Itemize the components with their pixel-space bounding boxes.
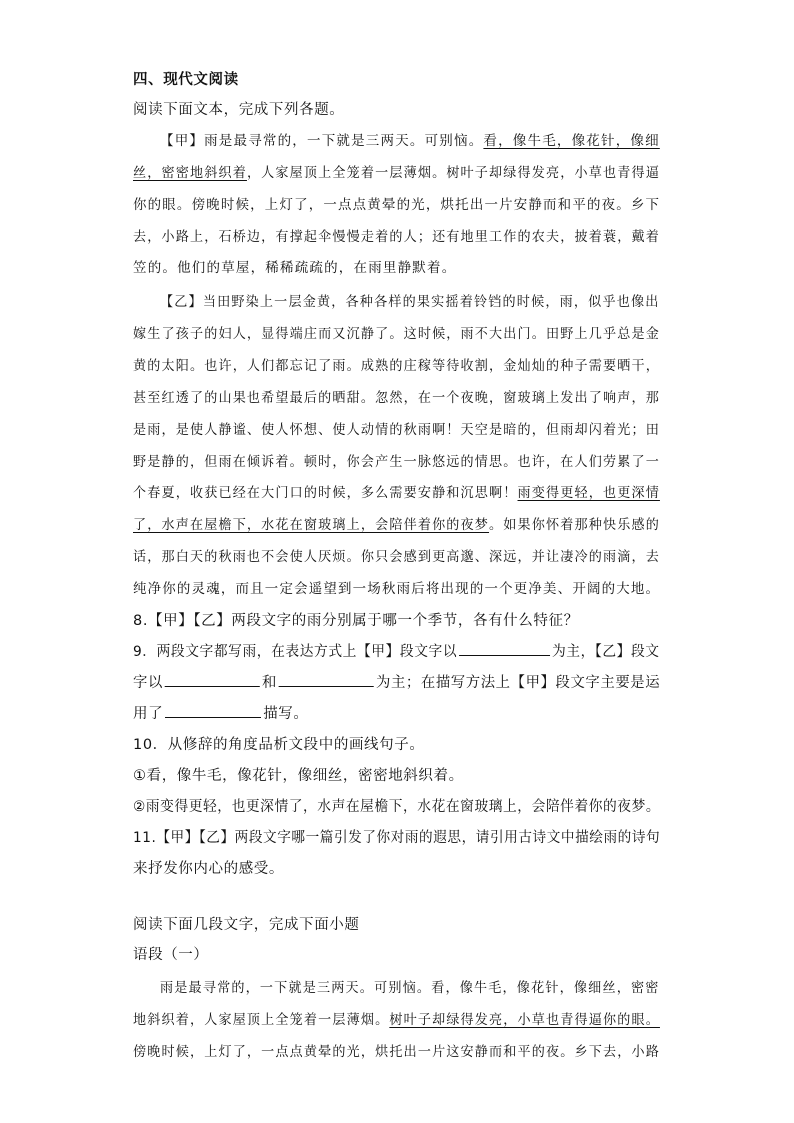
section-title: 四、现代文阅读 — [133, 72, 239, 88]
passage-b-line-10: 纯净你的灵魂，而且一定会遥望到一场秋雨后将出现的一个更净美、开阔的大地。 — [133, 581, 661, 597]
section2-line-3: 傍晚时候，上灯了，一点点黄晕的光，烘托出一片这安静而和平的夜。乡下去，小路 — [133, 1044, 660, 1060]
underlined-sentence-1-cont: 丝，密密地斜织着 — [133, 165, 247, 181]
answer-blank[interactable] — [165, 703, 261, 718]
passage-b-line-4: 甚至红透了的山果也希望最后的晒甜。忽然，在一个夜晚，窗玻璃上发出了响声，那 — [133, 390, 660, 406]
passage-b-line-7: 个春夏，收获已经在大门口的时候，多么需要安静和沉思啊！雨变得更轻，也更深情 — [133, 485, 660, 501]
section2-line-1: 雨是最寻常的，一下就是三两天。可别恼。看，像牛毛，像花针，像细丝，密密 — [160, 980, 660, 996]
underlined-sentence-2: 雨变得更轻，也更深情 — [517, 485, 660, 501]
question-9-line-2: 字以 和 为主；在描写方法上【甲】段文字主要是运 — [133, 671, 660, 692]
passage-b-line-1: 【乙】当田野染上一层金黄，各种各样的果实摇着铃铛的时候，雨，似乎也像出 — [160, 294, 660, 310]
section-instruction: 阅读下面文本，完成下列各题。 — [133, 102, 345, 118]
question-10-item-2: ②雨变得更轻，也更深情了，水声在屋檐下，水花在窗玻璃上，会陪伴着你的夜梦。 — [133, 799, 661, 815]
passage-a-line-3: 你的眼。傍晚时候，上灯了，一点点黄晕的光，烘托出一片安静而和平的夜。乡下 — [133, 197, 661, 213]
passage-a-line-2: 丝，密密地斜织着，人家屋顶上全笼着一层薄烟。树叶子却绿得发亮，小草也青得逼 — [133, 165, 660, 181]
section2-label: 语段（一） — [133, 947, 209, 963]
answer-blank[interactable] — [165, 672, 260, 687]
passage-a-line-5: 笠的。他们的草屋，稀稀疏疏的，在雨里静默着。 — [133, 260, 457, 276]
question-10-item-1: ①看，像牛毛，像花针，像细丝，密密地斜织着。 — [133, 768, 464, 784]
answer-blank[interactable] — [279, 672, 374, 687]
passage-b-line-2: 嫁生了孩子的妇人，显得端庄而又沉静了。这时候，雨不大出门。田野上几乎总是金 — [133, 326, 660, 342]
underlined-sentence-1: 看，像牛毛，像花针，像细 — [483, 133, 660, 149]
underlined-sentence-3: 树叶子却绿得发亮，小草也青得逼你的眼。 — [389, 1012, 660, 1028]
question-10: 10．从修辞的角度品析文段中的画线句子。 — [133, 737, 425, 753]
question-11-line-2: 来抒发你内心的感受。 — [133, 861, 284, 877]
section2-line-2: 地斜织着，人家屋顶上全笼着一层薄烟。树叶子却绿得发亮，小草也青得逼你的眼。 — [133, 1012, 660, 1028]
passage-b-line-8: 了，水声在屋檐下，水花在窗玻璃上，会陪伴着你的夜梦。如果你怀着那种快乐感的 — [133, 517, 660, 533]
answer-blank[interactable] — [459, 641, 550, 656]
passage-a-line-1: 【甲】雨是最寻常的，一下就是三两天。可别恼。看，像牛毛，像花针，像细 — [160, 133, 660, 149]
question-11-line-1: 11.【甲】【乙】两段文字哪一篇引发了你对雨的遐思，请引用古诗文中描绘雨的诗句 — [133, 830, 661, 846]
passage-b-line-9: 话，那白天的秋雨也不会使人厌烦。你只会感到更高邈、深远，并让凄冷的雨滴，去 — [133, 549, 660, 565]
passage-b-line-5: 是雨，是使人静谧、使人怀想、使人动情的秋雨啊！天空是暗的，但雨却闪着光；田 — [133, 422, 660, 438]
passage-b-line-6: 野是静的，但雨在倾诉着。顿时，你会产生一脉悠远的情思。也许，在人们劳累了一 — [133, 454, 660, 470]
section2-instruction: 阅读下面几段文字，完成下面小题 — [133, 917, 360, 933]
question-9-line-1: 9．两段文字都写雨，在表达方式上【甲】段文字以 为主，【乙】段文 — [133, 640, 660, 661]
question-8: 8.【甲】【乙】两段文字的雨分别属于哪一个季节，各有什么特征？ — [133, 613, 579, 629]
passage-a-line-4: 去，小路上，石桥边，有撑起伞慢慢走着的人；还有地里工作的农夫，披着蓑，戴着 — [133, 229, 660, 245]
underlined-sentence-2-cont: 了，水声在屋檐下，水花在窗玻璃上，会陪伴着你的夜梦 — [133, 517, 490, 533]
question-9-line-3: 用了 描写。 — [133, 702, 309, 723]
passage-b-line-3: 黄的太阳。也许，人们都忘记了雨。成熟的庄稼等待收割，金灿灿的种子需要晒干， — [133, 358, 660, 374]
